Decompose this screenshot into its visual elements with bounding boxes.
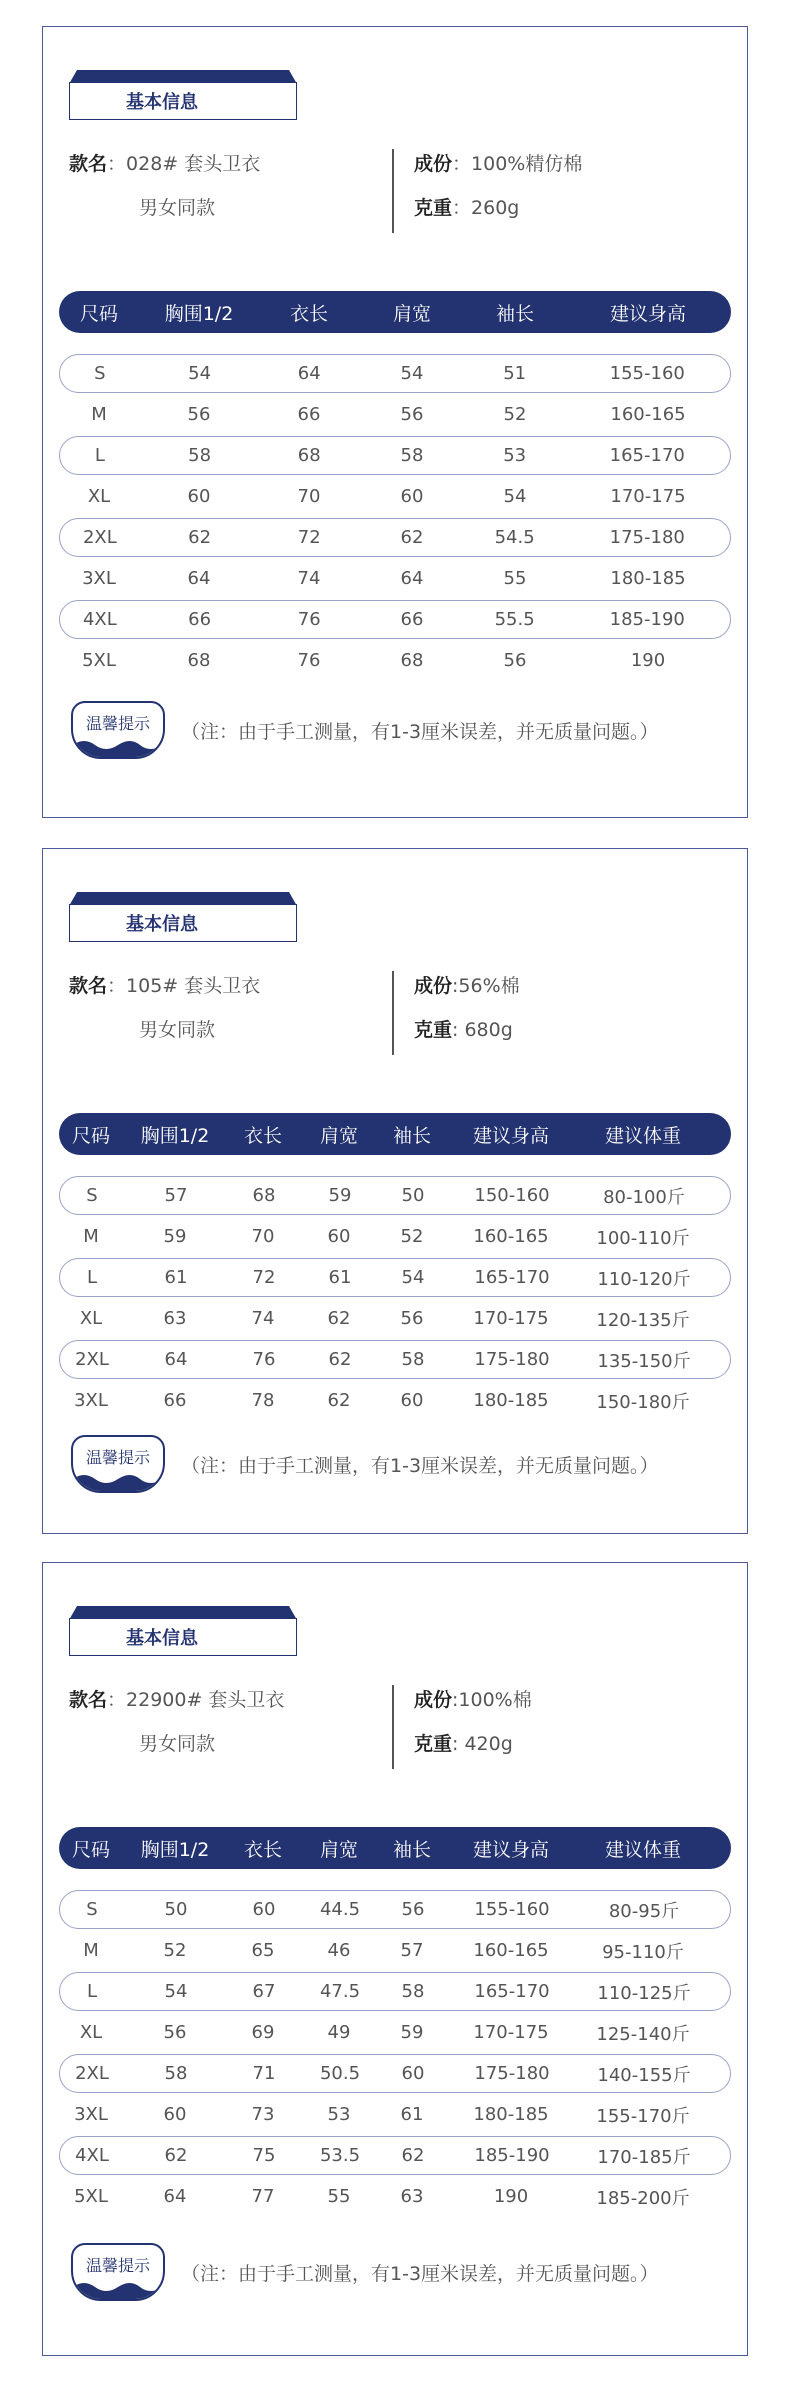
table-cell: 190 (630, 650, 666, 671)
tip-row (71, 2243, 731, 2303)
table-cell: 70 (251, 1226, 275, 1247)
table-cell: 54 (188, 363, 212, 384)
table-cell: 75 (252, 2145, 276, 2166)
table-row (59, 518, 731, 557)
table-cell: M (83, 1940, 99, 1961)
table-cell: 65 (251, 1940, 275, 1961)
table-cell: 150-160 (474, 1185, 550, 1206)
header-cell: 建议身高 (609, 302, 686, 325)
table-cell: 47.5 (319, 1981, 361, 2002)
table-cell: 180-185 (473, 1390, 549, 1411)
table-cell: 165-170 (474, 1267, 550, 1288)
name-label: 款名 (69, 975, 108, 997)
header-cell: 肩宽 (392, 302, 431, 325)
table-cell: 58 (401, 1981, 425, 2002)
table-cell: 59 (328, 1185, 352, 1206)
table-cell: 50.5 (319, 2063, 361, 2084)
header-cell: 建议身高 (472, 1838, 549, 1861)
table-cell: 70 (297, 486, 321, 507)
table-row (59, 2094, 731, 2135)
wave-icon (73, 2277, 163, 2299)
header-cell: 肩宽 (319, 1838, 358, 1861)
name-value: ：028# 套头卫衣 (107, 153, 261, 175)
table-cell: 68 (187, 650, 211, 671)
material-label: 成份 (414, 153, 453, 175)
table-cell: 175-180 (474, 1349, 550, 1370)
table-row (59, 2176, 731, 2217)
table-row (59, 436, 731, 475)
table-cell: L (94, 445, 105, 466)
table-cell: 50 (164, 1899, 188, 1920)
table-cell: 62 (401, 2145, 425, 2166)
table-cell: 57 (164, 1185, 188, 1206)
table-cell: 5XL (82, 650, 116, 671)
table-cell: 4XL (82, 609, 117, 630)
table-cell: L (86, 1981, 98, 2002)
table-cell: 55 (503, 568, 527, 589)
header-cell: 胸围1/2 (164, 302, 234, 325)
table-cell: 62 (164, 2145, 188, 2166)
table-cell: 61 (328, 1267, 352, 1288)
table-cell: XL (87, 486, 111, 507)
tip-badge-label: 温馨提示 (85, 2256, 150, 2275)
table-cell: 150-180斤 (596, 1391, 690, 1413)
table-cell: S (86, 1899, 98, 1920)
table-cell: 95-110斤 (602, 1941, 684, 1963)
table-row (59, 1972, 731, 2011)
table-cell: 160-165 (610, 404, 686, 425)
table-row (59, 1176, 731, 1215)
header-cell: 尺码 (79, 302, 118, 325)
table-cell: 100-110斤 (596, 1227, 690, 1249)
table-cell: 180-185 (610, 568, 686, 589)
table-cell: 50 (401, 1185, 425, 1206)
table-cell: 160-165 (473, 1940, 549, 1961)
product-info (69, 1685, 729, 1777)
table-cell: 63 (163, 1308, 187, 1329)
table-cell: 3XL (82, 568, 116, 589)
table-cell: 67 (252, 1981, 276, 2002)
table-cell: 58 (401, 1349, 425, 1370)
wave-icon (73, 1469, 163, 1491)
table-cell: 46 (327, 1940, 351, 1961)
header-cell: 肩宽 (319, 1124, 358, 1147)
table-cell: 60 (252, 1899, 276, 1920)
table-cell: 76 (297, 650, 321, 671)
tip-badge (71, 2243, 165, 2301)
table-cell: 56 (187, 404, 211, 425)
table-cell: 2XL (75, 1349, 109, 1370)
tip-note: （注：由于手工测量，有1-3厘米误差，并无质量问题。） (181, 2263, 659, 2285)
size-table-header (59, 1113, 731, 1155)
table-cell: 64 (187, 568, 211, 589)
table-cell: 62 (328, 1349, 352, 1370)
table-cell: 72 (297, 527, 321, 548)
info-divider (392, 971, 394, 1055)
table-cell: 60 (400, 486, 424, 507)
table-row (59, 2136, 731, 2175)
size-table-body (59, 1175, 731, 1421)
material-value: :100%棉 (452, 1689, 532, 1711)
table-cell: 68 (252, 1185, 276, 1206)
table-cell: 165-170 (474, 1981, 550, 2002)
table-cell: XL (79, 2022, 103, 2043)
weight-value: : 420g (452, 1733, 513, 1755)
info-divider (392, 149, 394, 233)
section-tag (69, 70, 297, 120)
table-cell: 76 (297, 609, 321, 630)
table-cell: 80-95斤 (608, 1900, 680, 1922)
table-cell: 56 (400, 1308, 424, 1329)
table-cell: 110-125斤 (597, 1982, 691, 2004)
table-cell: 58 (188, 445, 212, 466)
header-cell: 建议体重 (604, 1838, 681, 1861)
size-card-2 (42, 848, 748, 1534)
header-cell: 袖长 (392, 1838, 431, 1861)
material-label: 成份 (414, 1689, 453, 1711)
section-title: 基本信息 (69, 904, 297, 942)
table-cell: 78 (251, 1390, 275, 1411)
section-title: 基本信息 (69, 82, 297, 120)
table-cell: 53.5 (319, 2145, 361, 2166)
table-row (59, 1380, 731, 1421)
size-table-header (59, 291, 731, 333)
table-cell: 73 (251, 2104, 275, 2125)
table-cell: 58 (400, 445, 424, 466)
table-cell: 69 (251, 2022, 275, 2043)
table-cell: 160-165 (473, 1226, 549, 1247)
table-cell: 2XL (82, 527, 117, 548)
tip-badge (71, 1435, 165, 1493)
table-row (59, 354, 731, 393)
table-cell: 66 (163, 1390, 187, 1411)
table-row (59, 600, 731, 639)
table-cell: 68 (400, 650, 424, 671)
table-cell: 52 (163, 1940, 187, 1961)
header-cell: 建议体重 (604, 1124, 681, 1147)
table-cell: 54 (164, 1981, 188, 2002)
product-info (69, 149, 729, 241)
table-cell: 66 (297, 404, 321, 425)
table-cell: M (91, 404, 107, 425)
table-cell: 120-135斤 (596, 1309, 690, 1331)
header-cell: 袖长 (495, 302, 534, 325)
table-cell: 61 (164, 1267, 188, 1288)
table-cell: 49 (327, 2022, 351, 2043)
table-cell: 4XL (75, 2145, 109, 2166)
table-cell: 56 (163, 2022, 187, 2043)
table-row (59, 1340, 731, 1379)
tip-row (71, 1435, 731, 1495)
name-sub: 男女同款 (139, 197, 216, 219)
weight-label: 克重 (414, 1019, 453, 1041)
table-cell: 57 (400, 1940, 424, 1961)
table-cell: 170-175 (473, 2022, 549, 2043)
table-cell: 55 (327, 2186, 351, 2207)
tip-note: （注：由于手工测量，有1-3厘米误差，并无质量问题。） (181, 1455, 659, 1477)
table-row (59, 1258, 731, 1297)
section-title: 基本信息 (69, 1618, 297, 1656)
header-cell: 衣长 (243, 1838, 282, 1861)
table-cell: 55.5 (494, 609, 535, 630)
table-cell: 66 (400, 609, 424, 630)
table-cell: 54 (400, 363, 424, 384)
table-cell: 56 (401, 1899, 425, 1920)
table-cell: 185-200斤 (596, 2187, 690, 2209)
table-cell: 52 (400, 1226, 424, 1247)
table-cell: 59 (400, 2022, 424, 2043)
table-cell: 66 (188, 609, 212, 630)
name-label: 款名 (69, 1689, 108, 1711)
table-row (59, 1216, 731, 1257)
weight-value: : 680g (452, 1019, 513, 1041)
name-value: ：105# 套头卫衣 (107, 975, 261, 997)
table-row (59, 558, 731, 599)
table-cell: 52 (503, 404, 527, 425)
weight-label: 克重 (414, 197, 453, 219)
table-cell: 60 (401, 2063, 425, 2084)
size-table-body (59, 1889, 731, 2217)
table-cell: 175-180 (474, 2063, 550, 2084)
table-cell: 155-170斤 (596, 2105, 690, 2127)
table-cell: 3XL (74, 2104, 108, 2125)
table-cell: 155-160 (609, 363, 685, 384)
header-cell: 袖长 (392, 1124, 431, 1147)
info-divider (392, 1685, 394, 1769)
table-cell: 62 (327, 1390, 351, 1411)
table-cell: 170-175 (473, 1308, 549, 1329)
table-cell: 60 (327, 1226, 351, 1247)
table-cell: XL (79, 1308, 103, 1329)
table-cell: 51 (503, 363, 527, 384)
table-cell: 54 (503, 486, 527, 507)
table-cell: 64 (297, 363, 321, 384)
product-info (69, 971, 729, 1063)
tip-badge (71, 701, 165, 759)
table-row (59, 2012, 731, 2053)
header-cell: 尺码 (71, 1124, 110, 1147)
table-cell: 54 (401, 1267, 425, 1288)
table-cell: 61 (400, 2104, 424, 2125)
table-cell: 56 (503, 650, 527, 671)
name-value: ：22900# 套头卫衣 (107, 1689, 285, 1711)
table-cell: 62 (327, 1308, 351, 1329)
table-cell: 190 (493, 2186, 529, 2207)
table-cell: 2XL (75, 2063, 109, 2084)
size-card-1 (42, 26, 748, 818)
table-cell: 185-190 (474, 2145, 550, 2166)
material-value: ：100%精仿棉 (452, 153, 583, 175)
table-cell: 53 (327, 2104, 351, 2125)
table-cell: 62 (188, 527, 212, 548)
table-cell: 180-185 (473, 2104, 549, 2125)
header-cell: 胸围1/2 (140, 1838, 210, 1861)
table-cell: 72 (252, 1267, 276, 1288)
header-cell: 衣长 (243, 1124, 282, 1147)
table-cell: 60 (187, 486, 211, 507)
table-cell: 64 (164, 1349, 188, 1370)
table-cell: 135-150斤 (597, 1350, 691, 1372)
table-cell: 64 (400, 568, 424, 589)
table-cell: 170-185斤 (597, 2146, 691, 2168)
table-cell: S (94, 363, 106, 384)
table-cell: 71 (252, 2063, 276, 2084)
table-cell: 54.5 (494, 527, 535, 548)
table-cell: 44.5 (319, 1899, 361, 1920)
table-cell: 110-120斤 (597, 1268, 691, 1290)
name-sub: 男女同款 (139, 1019, 216, 1041)
tip-row (71, 701, 731, 761)
section-tag (69, 1606, 297, 1656)
table-cell: 60 (163, 2104, 187, 2125)
table-row (59, 476, 731, 517)
table-cell: S (86, 1185, 98, 1206)
table-row (59, 1298, 731, 1339)
header-cell: 衣长 (289, 302, 328, 325)
material-value: :56%棉 (452, 975, 520, 997)
material-label: 成份 (414, 975, 453, 997)
size-table-body (59, 353, 731, 681)
table-cell: 165-170 (609, 445, 685, 466)
table-cell: 175-180 (609, 527, 685, 548)
header-cell: 尺码 (71, 1838, 110, 1861)
tip-badge-label: 温馨提示 (85, 1448, 150, 1467)
table-cell: 170-175 (610, 486, 686, 507)
table-cell: 5XL (74, 2186, 108, 2207)
name-label: 款名 (69, 153, 108, 175)
table-cell: 59 (163, 1226, 187, 1247)
table-cell: 77 (251, 2186, 275, 2207)
tip-note: （注：由于手工测量，有1-3厘米误差，并无质量问题。） (181, 721, 659, 743)
table-cell: 3XL (74, 1390, 108, 1411)
table-cell: 58 (164, 2063, 188, 2084)
table-row (59, 394, 731, 435)
table-cell: L (86, 1267, 98, 1288)
name-sub: 男女同款 (139, 1733, 216, 1755)
table-row (59, 1930, 731, 1971)
weight-value: ：260g (452, 197, 520, 219)
table-cell: 185-190 (609, 609, 685, 630)
table-cell: 60 (400, 1390, 424, 1411)
size-card-3 (42, 1562, 748, 2356)
table-cell: 64 (163, 2186, 187, 2207)
table-cell: 125-140斤 (596, 2023, 690, 2045)
table-cell: 74 (251, 1308, 275, 1329)
table-cell: 62 (400, 527, 424, 548)
wave-icon (73, 735, 163, 757)
table-row (59, 1890, 731, 1929)
table-cell: 63 (400, 2186, 424, 2207)
table-cell: 56 (400, 404, 424, 425)
size-table-header (59, 1827, 731, 1869)
table-cell: M (83, 1226, 99, 1247)
section-tag (69, 892, 297, 942)
table-cell: 74 (297, 568, 321, 589)
table-cell: 155-160 (474, 1899, 550, 1920)
table-cell: 80-100斤 (603, 1186, 685, 1208)
table-cell: 68 (297, 445, 321, 466)
table-cell: 53 (503, 445, 527, 466)
table-row (59, 2054, 731, 2093)
header-cell: 建议身高 (472, 1124, 549, 1147)
table-cell: 140-155斤 (597, 2064, 691, 2086)
tip-badge-label: 温馨提示 (85, 714, 150, 733)
header-cell: 胸围1/2 (140, 1124, 210, 1147)
table-cell: 76 (252, 1349, 276, 1370)
table-row (59, 640, 731, 681)
weight-label: 克重 (414, 1733, 453, 1755)
